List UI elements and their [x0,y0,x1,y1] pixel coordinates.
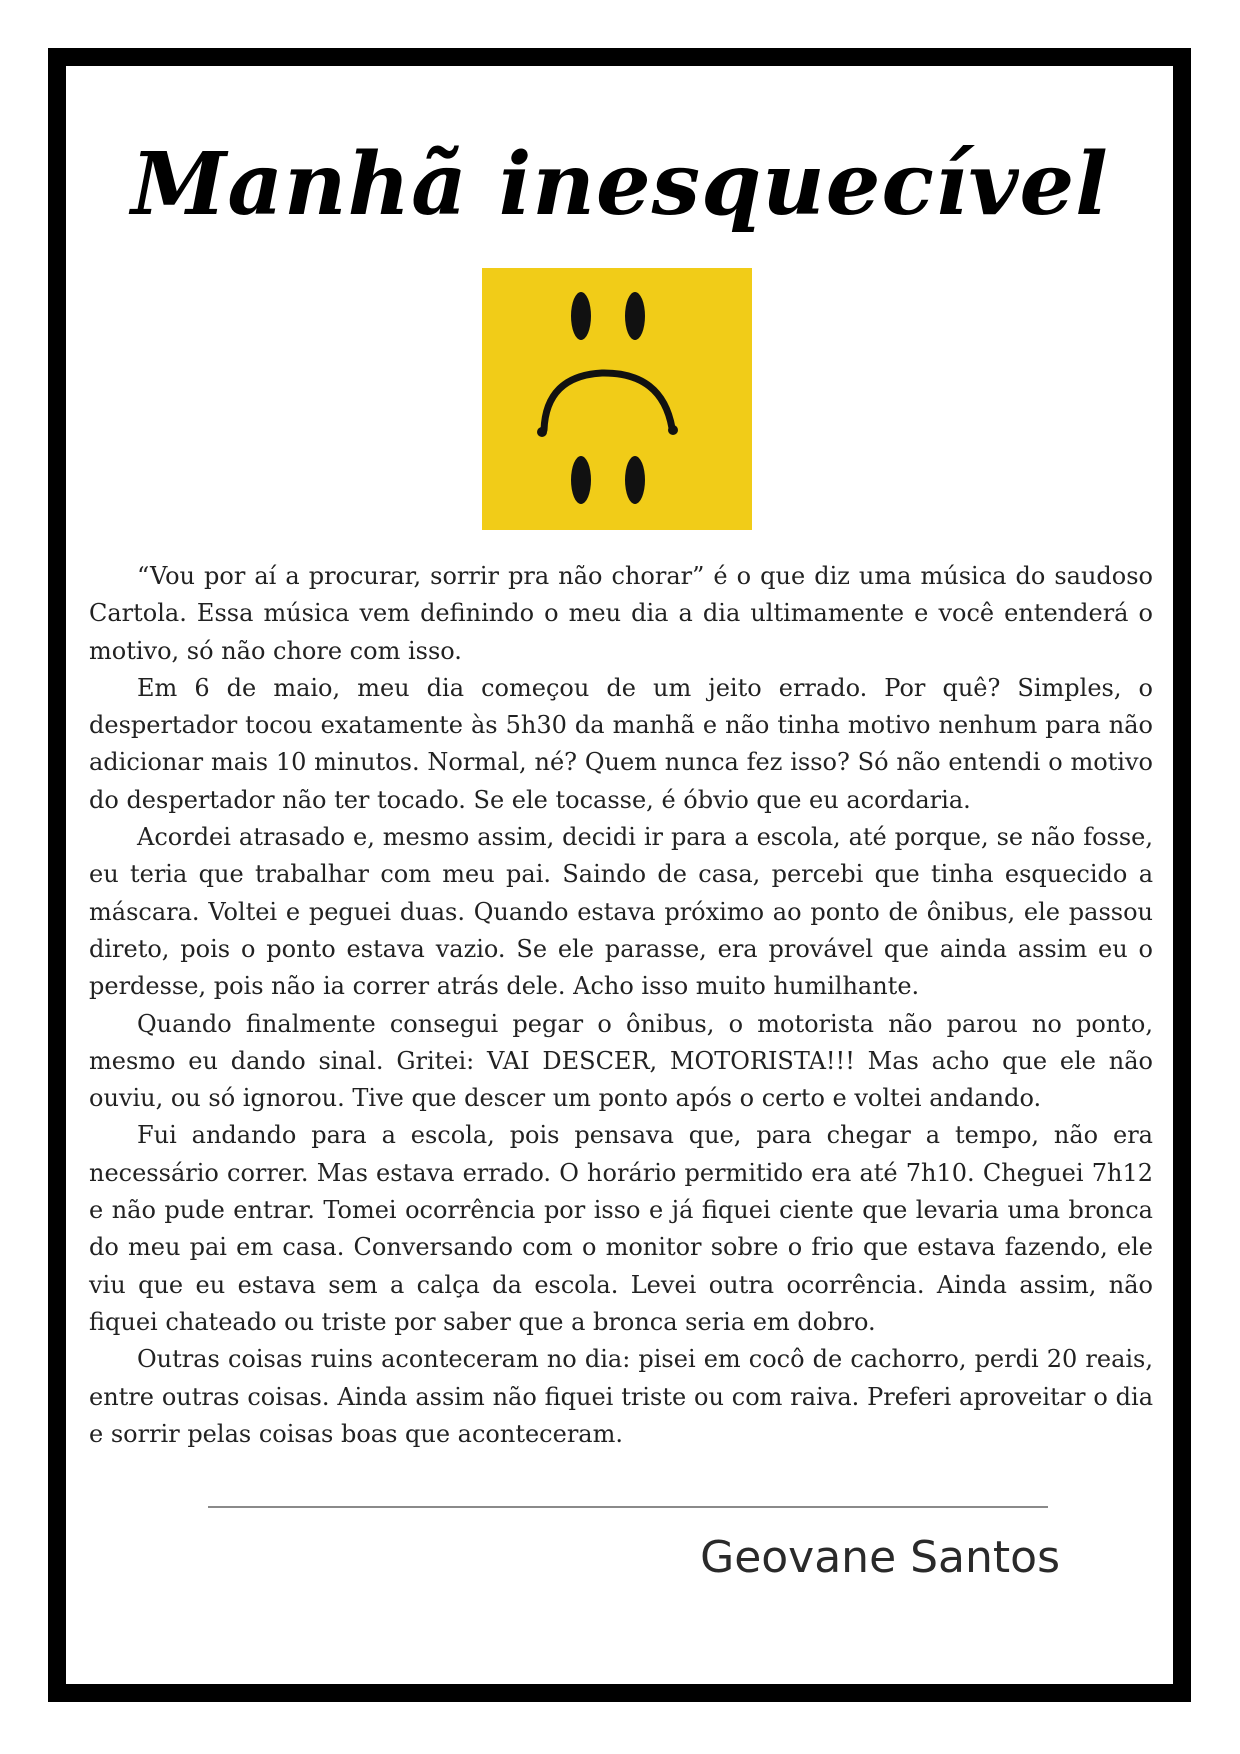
paragraph: Outras coisas ruins aconteceram no dia: pisei em cocô de cachorro, perdi 20 reais, entre outras coisas. Ainda assim não fiquei triste ou com raiva. Preferi aproveitar o dia e sorrir pelas coisas boas que aconteceram. [89,1345,1153,1448]
document-title: Manhã inesquecível [131,134,1109,235]
author-signature: Geovane Santos [700,1532,1060,1583]
paragraph: “Vou por aí a procurar, sorrir pra não chorar” é o que diz uma música do saudoso Cartola. Essa música vem definindo o meu dia a dia ultimamente e você entenderá o motivo, só não chore com isso. [89,562,1153,665]
paragraph: Fui andando para a escola, pois pensava que, para chegar a tempo, não era necessário correr. Mas estava errado. O horário permitido era até 7h10. Cheguei 7h12 e não pude entrar. Tomei ocorrência por isso e já fiquei ciente que levaria uma bronca do meu pai em casa. Conversando com o monitor sobre o frio que estava fazendo, ele viu que eu estava sem a calça da escola. Levei outra ocorrência. Ainda assim, não fiquei chateado ou triste por saber que a bronca seria em dobro. [89,1121,1153,1336]
paragraph: Acordei atrasado e, mesmo assim, decidi ir para a escola, até porque, se não fosse, eu teria que trabalhar com meu pai. Saindo de casa, percebi que tinha esquecido a máscara. Voltei e peguei duas. Quando estava próximo ao ponto de ônibus, ele passou direto, pois o ponto estava vazio. Se ele parasse, era provável que ainda assim eu o perdesse, pois não ia correr atrás dele. Acho isso muito humilhante. [89,823,1153,1001]
signature-line [208,1506,1048,1508]
document-body [89,558,1153,1453]
upside-down-smiley-icon [482,268,752,530]
paragraph: Quando finalmente consegui pegar o ônibus, o motorista não parou no ponto, mesmo eu dando sinal. Gritei: VAI DESCER, MOTORISTA!!! Mas acho que ele não ouviu, ou só ignorou. Tive que descer um ponto após o certo e voltei andando. [89,1009,1153,1113]
paragraph: Em 6 de maio, meu dia começou de um jeito errado. Por quê? Simples, o despertador tocou exatamente às 5h30 da manhã e não tinha motivo nenhum para não adicionar mais 10 minutos. Normal, né? Quem nunca fez isso? Só não entendi o motivo do despertador não ter tocado. Se ele tocasse, é óbvio que eu acordaria. [89,673,1153,814]
